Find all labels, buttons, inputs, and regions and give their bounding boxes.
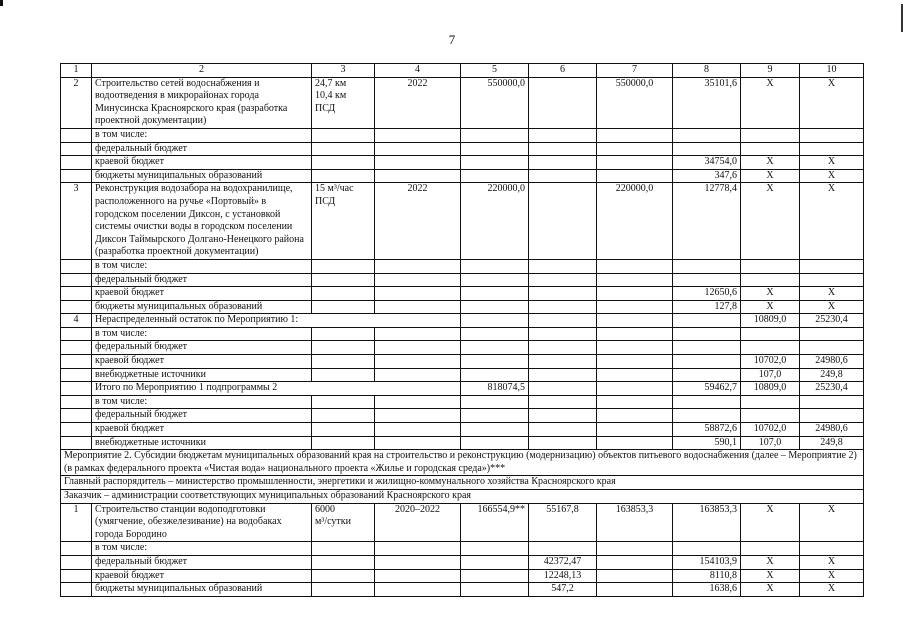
table-cell: X bbox=[800, 555, 864, 569]
table-cell bbox=[461, 259, 529, 273]
row-number: 4 bbox=[61, 314, 92, 328]
table-cell bbox=[800, 142, 864, 156]
table-cell bbox=[597, 142, 673, 156]
table-cell bbox=[529, 128, 597, 142]
column-header: 6 bbox=[529, 64, 597, 78]
table-cell bbox=[61, 423, 92, 437]
table-cell bbox=[741, 142, 800, 156]
table-cell bbox=[529, 395, 597, 409]
column-header: 9 bbox=[741, 64, 800, 78]
table-cell bbox=[461, 287, 529, 301]
table-cell bbox=[597, 300, 673, 314]
table-cell bbox=[375, 327, 461, 341]
table-cell bbox=[375, 368, 461, 382]
table-row bbox=[61, 273, 864, 287]
table-cell: 34754,0 bbox=[673, 156, 741, 170]
table-cell bbox=[461, 542, 529, 556]
table-cell: 2022 bbox=[375, 183, 461, 260]
row-label: Итого по Мероприятию 1 подпрограммы 2 bbox=[92, 382, 461, 396]
table-cell bbox=[461, 423, 529, 437]
table-cell bbox=[375, 156, 461, 170]
table-cell bbox=[673, 395, 741, 409]
table-cell bbox=[312, 169, 375, 183]
table-row bbox=[61, 476, 864, 490]
table-cell: X bbox=[741, 583, 800, 597]
table-cell bbox=[312, 583, 375, 597]
table-cell: X bbox=[741, 77, 800, 128]
table-cell bbox=[61, 259, 92, 273]
table-cell bbox=[597, 555, 673, 569]
table-cell bbox=[312, 128, 375, 142]
table-cell: 163853,3 bbox=[597, 503, 673, 542]
table-cell: 547,2 bbox=[529, 583, 597, 597]
table-cell: 12650,6 bbox=[673, 287, 741, 301]
table-cell bbox=[375, 423, 461, 437]
table-cell: 347,6 bbox=[673, 169, 741, 183]
table-cell bbox=[529, 423, 597, 437]
table-cell bbox=[61, 555, 92, 569]
table-cell bbox=[461, 569, 529, 583]
table-cell bbox=[673, 142, 741, 156]
table-cell: 10809,0 bbox=[741, 382, 800, 396]
table-cell: 58872,6 bbox=[673, 423, 741, 437]
table-row bbox=[61, 327, 864, 341]
table-cell: федеральный бюджет bbox=[92, 273, 312, 287]
table-cell bbox=[312, 259, 375, 273]
section-heading: Мероприятие 2. Субсидии бюджетам муниципальных образований края на строительство и реконструкцию (модернизацию) объектов питьевого водоснабжения (далее – Мероприятие 2) (в рамках федерального проекта «Чистая вода» национального проекта «Жилье и городская среда»)*** bbox=[61, 450, 864, 476]
table-cell bbox=[597, 156, 673, 170]
table-cell: X bbox=[800, 583, 864, 597]
row-number bbox=[61, 382, 92, 396]
table-cell: в том числе: bbox=[92, 128, 312, 142]
table-cell bbox=[800, 259, 864, 273]
table-cell bbox=[673, 128, 741, 142]
table-row bbox=[61, 395, 864, 409]
table-cell bbox=[312, 542, 375, 556]
table-cell: 12778,4 bbox=[673, 183, 741, 260]
table-cell: в том числе: bbox=[92, 327, 312, 341]
table-row bbox=[61, 300, 864, 314]
table-cell: внебюджетные источники bbox=[92, 436, 312, 450]
table-cell bbox=[461, 341, 529, 355]
table-cell bbox=[461, 300, 529, 314]
table-cell bbox=[741, 341, 800, 355]
section-heading: Главный распорядитель – министерство промышленности, энергетики и жилищно-коммунального хозяйства Красноярского края bbox=[61, 476, 864, 490]
table-cell bbox=[312, 368, 375, 382]
table-row bbox=[61, 583, 864, 597]
table-cell bbox=[597, 273, 673, 287]
table-cell bbox=[375, 436, 461, 450]
table-cell: внебюджетные источники bbox=[92, 368, 312, 382]
table-cell: краевой бюджет bbox=[92, 423, 312, 437]
table-cell: X bbox=[800, 569, 864, 583]
table-cell bbox=[61, 355, 92, 369]
table-cell: бюджеты муниципальных образований bbox=[92, 300, 312, 314]
table-cell bbox=[597, 395, 673, 409]
table-cell bbox=[741, 409, 800, 423]
table-cell: X bbox=[741, 156, 800, 170]
table-cell bbox=[461, 555, 529, 569]
table-row bbox=[61, 450, 864, 476]
table-cell: 249,8 bbox=[800, 368, 864, 382]
table-row bbox=[61, 142, 864, 156]
table-cell bbox=[375, 569, 461, 583]
table-cell bbox=[375, 355, 461, 369]
table-cell: 107,0 bbox=[741, 436, 800, 450]
table-cell: X bbox=[741, 503, 800, 542]
table-cell bbox=[61, 436, 92, 450]
table-cell bbox=[375, 341, 461, 355]
table-cell bbox=[312, 156, 375, 170]
table-cell bbox=[61, 300, 92, 314]
table-cell: 42372,47 bbox=[529, 555, 597, 569]
column-header: 1 bbox=[61, 64, 92, 78]
table-cell: 220000,0 bbox=[597, 183, 673, 260]
page-number: 7 bbox=[448, 32, 456, 47]
table-cell: в том числе: bbox=[92, 542, 312, 556]
table-cell bbox=[312, 273, 375, 287]
table-row bbox=[61, 287, 864, 301]
table-cell bbox=[312, 287, 375, 301]
row-label: Нераспределенный остаток по Мероприятию 1: bbox=[92, 314, 461, 328]
table-cell bbox=[61, 542, 92, 556]
table-cell: X bbox=[800, 156, 864, 170]
table-cell: 10809,0 bbox=[741, 314, 800, 328]
table-cell: X bbox=[800, 503, 864, 542]
table-cell bbox=[597, 583, 673, 597]
table-cell bbox=[529, 77, 597, 128]
table-cell: Строительство станции водоподготовки (умягчение, обезжелезивание) на водобаках города Бородино bbox=[92, 503, 312, 542]
table-cell: бюджеты муниципальных образований bbox=[92, 169, 312, 183]
table-cell bbox=[800, 128, 864, 142]
table-cell: 550000,0 bbox=[597, 77, 673, 128]
table-row bbox=[61, 409, 864, 423]
table-row bbox=[61, 368, 864, 382]
table-cell bbox=[529, 327, 597, 341]
table-cell bbox=[800, 409, 864, 423]
scan-mark bbox=[901, 4, 903, 32]
column-header: 7 bbox=[597, 64, 673, 78]
table-body bbox=[61, 64, 864, 597]
table-cell: 25230,4 bbox=[800, 314, 864, 328]
column-header: 2 bbox=[92, 64, 312, 78]
table-cell: 163853,3 bbox=[673, 503, 741, 542]
table-cell bbox=[61, 273, 92, 287]
table-cell bbox=[375, 300, 461, 314]
table-cell: краевой бюджет bbox=[92, 156, 312, 170]
table-cell bbox=[61, 368, 92, 382]
table-cell bbox=[529, 183, 597, 260]
table-cell: в том числе: bbox=[92, 395, 312, 409]
table-cell: краевой бюджет bbox=[92, 287, 312, 301]
table-cell bbox=[597, 355, 673, 369]
table-row bbox=[61, 77, 864, 128]
table-cell bbox=[461, 273, 529, 287]
table-cell bbox=[375, 409, 461, 423]
table-cell: федеральный бюджет bbox=[92, 409, 312, 423]
table-row bbox=[61, 183, 864, 260]
table-cell bbox=[61, 569, 92, 583]
table-cell: 1638,6 bbox=[673, 583, 741, 597]
table-cell bbox=[597, 169, 673, 183]
table-cell: 24980,6 bbox=[800, 355, 864, 369]
table-row bbox=[61, 436, 864, 450]
table-cell bbox=[800, 327, 864, 341]
scan-mark bbox=[0, 0, 3, 6]
table-cell: 107,0 bbox=[741, 368, 800, 382]
table-cell: 24980,6 bbox=[800, 423, 864, 437]
table-row bbox=[61, 156, 864, 170]
table-cell bbox=[673, 273, 741, 287]
table-cell bbox=[61, 128, 92, 142]
table-cell: 127,8 bbox=[673, 300, 741, 314]
table-cell: 8110,8 bbox=[673, 569, 741, 583]
table-cell bbox=[597, 382, 673, 396]
table-cell: 2 bbox=[61, 77, 92, 128]
table-cell bbox=[529, 169, 597, 183]
table-cell bbox=[529, 355, 597, 369]
table-row bbox=[61, 569, 864, 583]
table-cell: в том числе: bbox=[92, 259, 312, 273]
table-cell bbox=[461, 142, 529, 156]
table-cell bbox=[529, 409, 597, 423]
table-row bbox=[61, 555, 864, 569]
budget-table bbox=[60, 63, 864, 597]
table-row bbox=[61, 169, 864, 183]
table-row bbox=[61, 423, 864, 437]
table-row bbox=[61, 259, 864, 273]
table-cell bbox=[375, 287, 461, 301]
table-cell bbox=[800, 341, 864, 355]
table-cell: 10702,0 bbox=[741, 423, 800, 437]
table-cell bbox=[800, 542, 864, 556]
column-header: 3 bbox=[312, 64, 375, 78]
section-heading: Заказчик – администрации соответствующих муниципальных образований Красноярского края bbox=[61, 490, 864, 504]
table-cell bbox=[375, 169, 461, 183]
table-cell bbox=[673, 259, 741, 273]
table-cell bbox=[529, 300, 597, 314]
table-cell bbox=[461, 368, 529, 382]
table-cell bbox=[673, 409, 741, 423]
table-cell bbox=[461, 409, 529, 423]
table-cell bbox=[741, 259, 800, 273]
table-cell bbox=[741, 273, 800, 287]
table-row bbox=[61, 314, 864, 328]
table-row bbox=[61, 490, 864, 504]
table-cell: 166554,9** bbox=[461, 503, 529, 542]
table-cell bbox=[673, 327, 741, 341]
table-cell: 10702,0 bbox=[741, 355, 800, 369]
table-cell bbox=[529, 287, 597, 301]
table-cell: X bbox=[741, 300, 800, 314]
table-cell bbox=[529, 382, 597, 396]
table-row bbox=[61, 128, 864, 142]
table-cell: 550000,0 bbox=[461, 77, 529, 128]
table-cell bbox=[375, 583, 461, 597]
table-cell: бюджеты муниципальных образований bbox=[92, 583, 312, 597]
table-cell bbox=[673, 355, 741, 369]
table-cell bbox=[312, 300, 375, 314]
table-cell: 220000,0 bbox=[461, 183, 529, 260]
table-cell bbox=[461, 436, 529, 450]
table-cell bbox=[597, 436, 673, 450]
table-cell: X bbox=[741, 555, 800, 569]
table-cell bbox=[597, 327, 673, 341]
table-cell: краевой бюджет bbox=[92, 355, 312, 369]
table-cell bbox=[461, 583, 529, 597]
table-cell bbox=[461, 327, 529, 341]
column-header: 8 bbox=[673, 64, 741, 78]
table-cell bbox=[597, 423, 673, 437]
table-cell: 1 bbox=[61, 503, 92, 542]
table-cell bbox=[61, 327, 92, 341]
column-header: 10 bbox=[800, 64, 864, 78]
table-row bbox=[61, 382, 864, 396]
table-cell bbox=[461, 355, 529, 369]
table-cell bbox=[461, 128, 529, 142]
table-cell bbox=[529, 142, 597, 156]
column-header: 4 bbox=[375, 64, 461, 78]
table-cell bbox=[375, 555, 461, 569]
table-cell bbox=[673, 368, 741, 382]
table-cell bbox=[312, 395, 375, 409]
table-cell bbox=[312, 327, 375, 341]
table-cell bbox=[61, 287, 92, 301]
table-cell: X bbox=[800, 183, 864, 260]
table-cell: X bbox=[800, 287, 864, 301]
table-cell: 590,1 bbox=[673, 436, 741, 450]
table-cell: X bbox=[741, 183, 800, 260]
table-cell bbox=[597, 341, 673, 355]
table-cell bbox=[375, 259, 461, 273]
table-cell: 2022 bbox=[375, 77, 461, 128]
table-row bbox=[61, 503, 864, 542]
table-cell: 249,8 bbox=[800, 436, 864, 450]
table-cell: X bbox=[800, 77, 864, 128]
table-cell bbox=[312, 355, 375, 369]
table-cell bbox=[529, 156, 597, 170]
table-row bbox=[61, 355, 864, 369]
table-cell: 25230,4 bbox=[800, 382, 864, 396]
table-cell bbox=[741, 395, 800, 409]
table-cell bbox=[312, 409, 375, 423]
table-cell bbox=[597, 542, 673, 556]
table-cell bbox=[800, 395, 864, 409]
table-cell bbox=[597, 409, 673, 423]
table-cell bbox=[61, 409, 92, 423]
table-cell bbox=[461, 169, 529, 183]
table-cell: 55167,8 bbox=[529, 503, 597, 542]
table-cell: X bbox=[741, 169, 800, 183]
table-cell: X bbox=[800, 300, 864, 314]
table-cell bbox=[312, 142, 375, 156]
table-row bbox=[61, 341, 864, 355]
table-cell: федеральный бюджет bbox=[92, 555, 312, 569]
table-cell bbox=[597, 569, 673, 583]
table-row bbox=[61, 542, 864, 556]
table-cell: X bbox=[741, 287, 800, 301]
table-cell: 6000 м³/сутки bbox=[312, 503, 375, 542]
table-cell bbox=[529, 259, 597, 273]
table-cell bbox=[61, 142, 92, 156]
table-cell bbox=[312, 436, 375, 450]
table-cell: Реконструкция водозабора на водохранилище, расположенного на ручье «Портовый» в городском поселении Диксон, с установкой системы очистки воды в городском поселении Диксон Таймырского Долгано-Ненецкого района (разработка проектной документации) bbox=[92, 183, 312, 260]
table-cell bbox=[375, 273, 461, 287]
column-header: 5 bbox=[461, 64, 529, 78]
table-cell bbox=[312, 569, 375, 583]
table-cell bbox=[61, 341, 92, 355]
table-cell: 24,7 км 10,4 км ПСД bbox=[312, 77, 375, 128]
table-cell bbox=[312, 341, 375, 355]
table-cell bbox=[461, 314, 529, 328]
table-cell bbox=[597, 259, 673, 273]
table-header-row bbox=[61, 64, 864, 78]
table-cell bbox=[61, 395, 92, 409]
table-cell: Строительство сетей водоснабжения и водоотведения в микрорайонах города Минусинска Красноярского края (разработка проектной документации) bbox=[92, 77, 312, 128]
table-cell bbox=[597, 287, 673, 301]
table-cell bbox=[61, 169, 92, 183]
table-cell: краевой бюджет bbox=[92, 569, 312, 583]
table-cell bbox=[529, 542, 597, 556]
table-cell bbox=[529, 368, 597, 382]
table-cell bbox=[597, 314, 673, 328]
table-cell bbox=[375, 128, 461, 142]
table-cell bbox=[597, 128, 673, 142]
table-cell: 2020–2022 bbox=[375, 503, 461, 542]
table-cell bbox=[529, 314, 597, 328]
table-cell: 818074,5 bbox=[461, 382, 529, 396]
table-cell bbox=[741, 542, 800, 556]
table-cell bbox=[529, 341, 597, 355]
table-cell bbox=[375, 542, 461, 556]
table-cell: 35101,6 bbox=[673, 77, 741, 128]
table-cell: 154103,9 bbox=[673, 555, 741, 569]
table-cell bbox=[529, 436, 597, 450]
table-cell: X bbox=[741, 569, 800, 583]
table-cell bbox=[375, 142, 461, 156]
table-cell bbox=[741, 327, 800, 341]
table-cell bbox=[529, 273, 597, 287]
table-cell bbox=[673, 341, 741, 355]
table-cell bbox=[375, 395, 461, 409]
table-cell bbox=[61, 583, 92, 597]
table-cell: 15 м³/час ПСД bbox=[312, 183, 375, 260]
table-cell bbox=[673, 314, 741, 328]
table-cell: 3 bbox=[61, 183, 92, 260]
table-cell bbox=[61, 156, 92, 170]
table-cell bbox=[741, 128, 800, 142]
table-cell: 59462,7 bbox=[673, 382, 741, 396]
table-cell bbox=[673, 542, 741, 556]
table-cell: 12248,13 bbox=[529, 569, 597, 583]
table-cell bbox=[312, 423, 375, 437]
table-cell: X bbox=[800, 169, 864, 183]
table-cell bbox=[800, 273, 864, 287]
table-cell: федеральный бюджет bbox=[92, 341, 312, 355]
table-cell bbox=[461, 395, 529, 409]
table-cell bbox=[312, 555, 375, 569]
table-cell: федеральный бюджет bbox=[92, 142, 312, 156]
table-cell bbox=[461, 156, 529, 170]
table-cell bbox=[597, 368, 673, 382]
